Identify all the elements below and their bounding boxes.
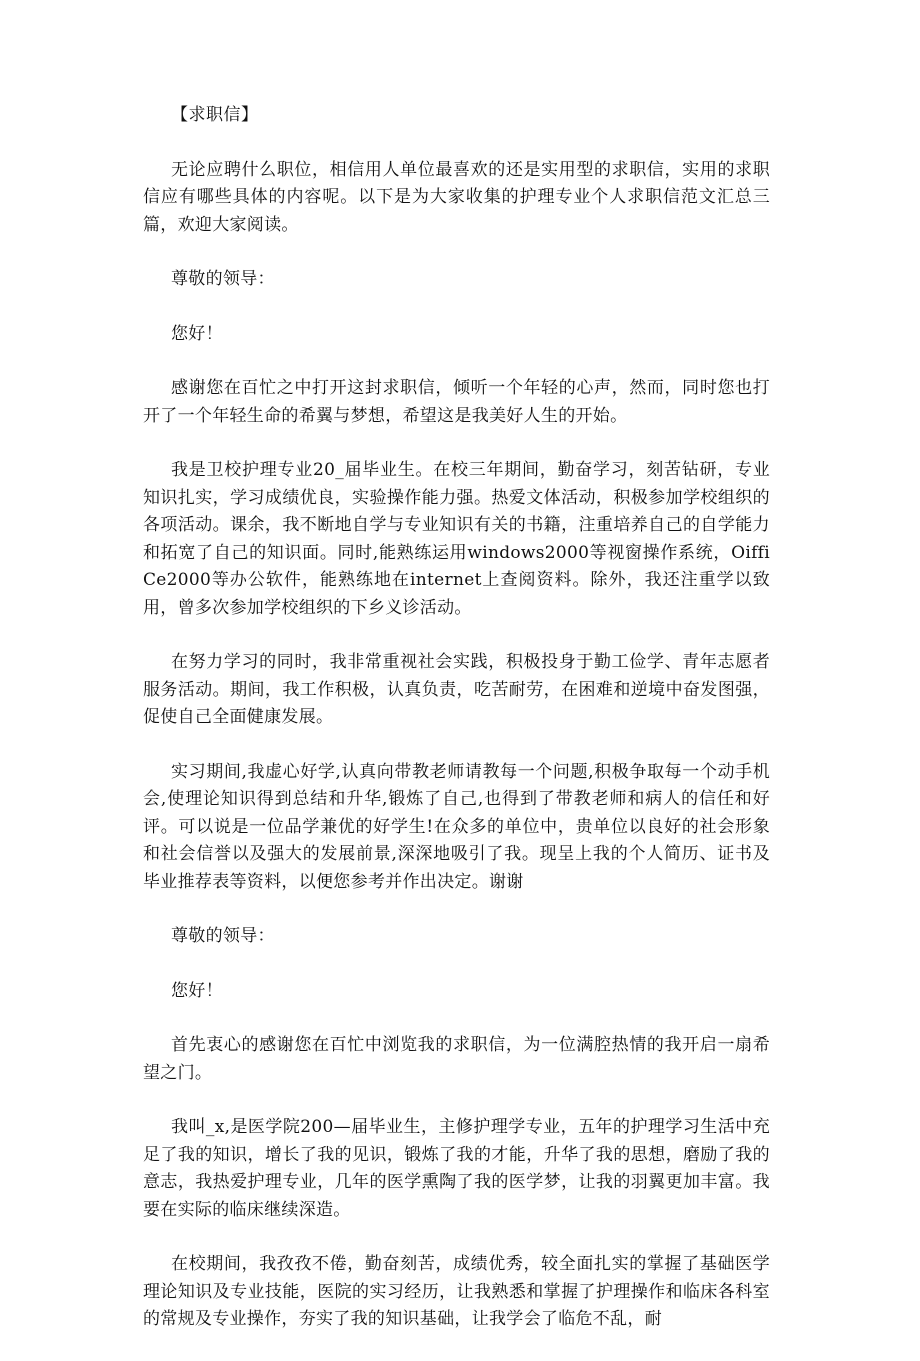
body-paragraph: 首先衷心的感谢您在百忙中浏览我的求职信，为一位满腔热情的我开启一扇希望之门。 — [143, 1035, 770, 1083]
greeting: 您好！ — [171, 980, 223, 1001]
body-paragraph: 我是卫校护理专业20_届毕业生。在校三年期间，勤奋学习，刻苦钻研，专业知识扎实，学习成绩优良，实验操作能力强。热爱文体活动，积极参加学校组织的各项活动。课余，我不断地自学与专业知识有关的书籍，注重培养自己的自学能力和拓宽了自己的知识面。同时,能熟练运用windows2000等视窗操作系统，OiffiCe2000等办公软件，能熟练地在internet上查阅资料。除外，我还注重学以致用，曾多次参加学校组织的下乡义诊活动。 — [143, 460, 770, 618]
body-paragraph: 感谢您在百忙之中打开这封求职信，倾听一个年轻的心声，然而，同时您也打开了一个年轻生命的希翼与梦想，希望这是我美好人生的开始。 — [143, 378, 770, 426]
greeting: 您好！ — [171, 323, 223, 344]
salutation: 尊敬的领导： — [171, 269, 275, 289]
body-paragraph: 在努力学习的同时，我非常重视社会实践，积极投身于勤工俭学、青年志愿者服务活动。期间，我工作积极，认真负责，吃苦耐劳，在困难和逆境中奋发图强，促使自己全面健康发展。 — [143, 652, 770, 727]
document-heading: 【求职信】 — [171, 105, 259, 125]
intro-paragraph: 无论应聘什么职位，相信用人单位最喜欢的还是实用型的求职信，实用的求职信应有哪些具体的内容呢。以下是为大家收集的护理专业个人求职信范文汇总三篇，欢迎大家阅读。 — [143, 159, 770, 235]
document-page — [143, 102, 770, 1361]
body-paragraph: 在校期间，我孜孜不倦，勤奋刻苦，成绩优秀，较全面扎实的掌握了基础医学理论知识及专业技能，医院的实习经历，让我熟悉和掌握了护理操作和临床各科室的常规及专业操作，夯实了我的知识基础，让我学会了临危不乱，耐 — [143, 1254, 770, 1329]
body-paragraph: 实习期间,我虚心好学,认真向带教老师请教每一个问题,积极争取每一个动手机会,使理论知识得到总结和升华,锻炼了自己,也得到了带教老师和病人的信任和好评。可以说是一位品学兼优的好学生!在众多的单位中，贵单位以良好的社会形象和社会信誉以及强大的发展前景,深深地吸引了我。现呈上我的个人简历、证书及毕业推荐表等资料，以便您参考并作出决定。谢谢 — [143, 761, 770, 892]
salutation: 尊敬的领导： — [171, 926, 275, 946]
body-paragraph: 我叫_x,是医学院200—届毕业生，主修护理学专业，五年的护理学习生活中充足了我的知识，增长了我的见识，锻炼了我的才能，升华了我的思想，磨励了我的意志，我热爱护理专业，几年的医学熏陶了我的医学梦，让我的羽翼更加丰富。我要在实际的临床继续深造。 — [143, 1117, 770, 1220]
